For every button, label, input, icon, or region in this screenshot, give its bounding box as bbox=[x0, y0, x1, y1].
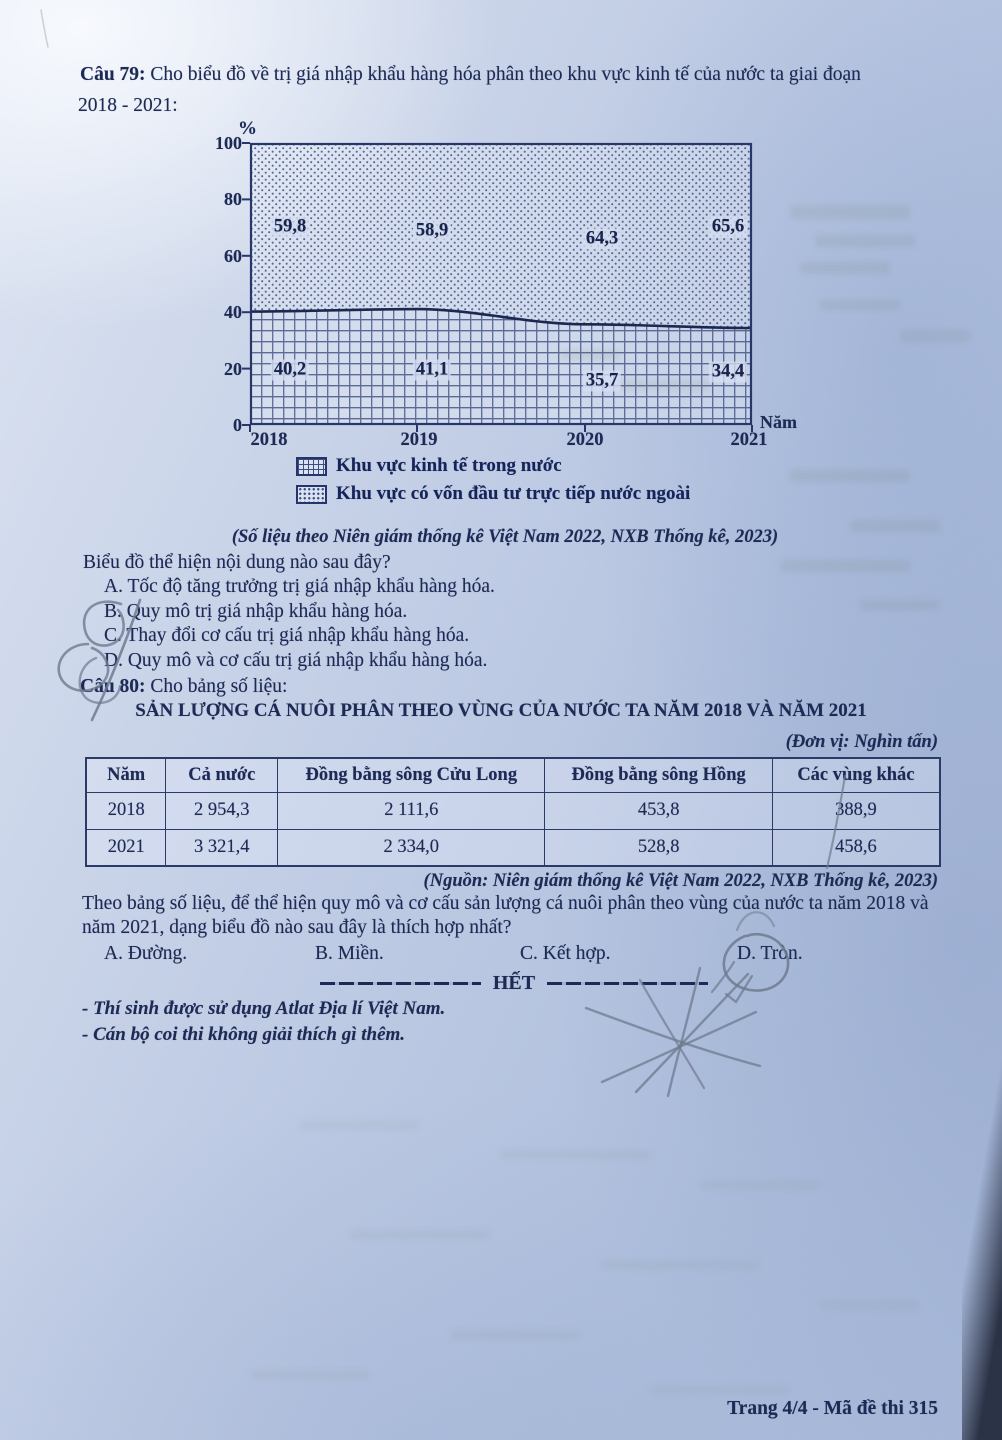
page-footer: Trang 4/4 - Mã đề thi 315 bbox=[727, 1398, 938, 1419]
note-atlat: - Thí sinh được sử dụng Atlat Địa lí Việt Nam. bbox=[82, 998, 446, 1019]
x-tick-label: 2021 bbox=[730, 430, 768, 450]
q79-stem: Biểu đồ thể hiện nội dung nào sau đây? bbox=[83, 552, 391, 573]
table-cell: 3 321,4 bbox=[166, 829, 278, 866]
q80-option: D. Tròn. bbox=[737, 943, 803, 964]
table-cell: 2 334,0 bbox=[278, 829, 545, 866]
domestic-share-label: 41,1 bbox=[413, 360, 451, 381]
bleed-smudge bbox=[600, 1260, 760, 1270]
domestic-share-label: 34,4 bbox=[709, 362, 747, 383]
table-header-row bbox=[86, 758, 940, 792]
q80-data-table bbox=[85, 757, 941, 867]
y-tick-label: 80 bbox=[224, 189, 242, 210]
table-cell: 528,8 bbox=[545, 829, 772, 866]
legend-row bbox=[296, 452, 690, 480]
domestic-share-label: 40,2 bbox=[271, 360, 309, 381]
q80-option: C. Kết hợp. bbox=[520, 943, 611, 964]
chart-legend bbox=[296, 452, 690, 508]
domestic-share-label: 35,7 bbox=[583, 371, 621, 392]
table-header-cell: Năm bbox=[86, 758, 166, 792]
bleed-smudge bbox=[780, 560, 910, 572]
q80-number: Câu 80: bbox=[80, 676, 146, 697]
q79-option: D. Quy mô và cơ cấu trị giá nhập khẩu hàng hóa. bbox=[104, 649, 488, 671]
q80-options bbox=[0, 942, 1002, 968]
grid-pattern-swatch bbox=[296, 457, 327, 476]
table-cell: 2 111,6 bbox=[278, 792, 545, 829]
x-tick-label: 2018 bbox=[250, 430, 288, 450]
q80-source: (Nguồn: Niên giám thống kê Việt Nam 2022, NXB Thống kê, 2023) bbox=[423, 871, 938, 891]
table-header-cell: Đồng bằng sông Cửu Long bbox=[278, 758, 545, 792]
bleed-smudge bbox=[860, 600, 940, 610]
q79-option: A. Tốc độ tăng trưởng trị giá nhập khẩu hàng hóa. bbox=[104, 576, 495, 597]
q80-option: B. Miền. bbox=[315, 943, 384, 964]
y-tick-label: 0 bbox=[233, 415, 242, 435]
fdi-share-label: 65,6 bbox=[709, 217, 747, 238]
y-tick-label: 20 bbox=[224, 358, 242, 379]
q79-option: C. Thay đổi cơ cấu trị giá nhập khẩu hàng hóa. bbox=[104, 625, 470, 646]
table-cell: 2021 bbox=[86, 829, 166, 866]
bleed-smudge bbox=[250, 1370, 370, 1380]
x-axis-unit-label: Năm bbox=[760, 412, 797, 432]
q79-number: Câu 79: bbox=[80, 64, 146, 85]
q79-source: (Số liệu theo Niên giám thống kê Việt Nam 2022, NXB Thống kê, 2023) bbox=[231, 527, 779, 547]
q79-question-line2: 2018 - 2021: bbox=[78, 95, 178, 116]
fdi-share-label: 59,8 bbox=[271, 217, 309, 238]
y-axis-unit-label: % bbox=[238, 118, 257, 139]
note-proctor: - Cán bộ coi thi không giải thích gì thêm. bbox=[82, 1024, 406, 1045]
table-cell: 453,8 bbox=[545, 792, 772, 829]
q79-option: B. Quy mô trị giá nhập khẩu hàng hóa. bbox=[104, 600, 408, 622]
stacked-area-chart-q79 bbox=[198, 118, 818, 463]
bleed-smudge bbox=[800, 262, 890, 274]
y-tick-label: 40 bbox=[224, 302, 242, 323]
exam-notes bbox=[82, 996, 445, 1048]
q80-heading bbox=[80, 674, 287, 699]
divider-dash-right bbox=[547, 982, 708, 985]
bleed-smudge bbox=[560, 350, 620, 360]
q79-options bbox=[104, 575, 495, 673]
bleed-smudge bbox=[450, 1330, 580, 1340]
x-tick-label: 2020 bbox=[566, 430, 604, 450]
table-cell: 388,9 bbox=[772, 792, 940, 829]
bleed-smudge bbox=[650, 1385, 790, 1395]
bleed-smudge bbox=[820, 1300, 920, 1310]
x-tick-label: 2019 bbox=[400, 430, 438, 450]
y-tick-label: 60 bbox=[224, 245, 242, 266]
bleed-smudge bbox=[620, 380, 710, 390]
q80-question: Theo bảng số liệu, để thể hiện quy mô và cơ cấu sản lượng cá nuôi phân theo vùng của nước ta năm 2018 và năm 2021, dạng biểu đồ nào sau đây là thích hợp nhất? bbox=[82, 893, 929, 938]
table-header-cell: Cả nước bbox=[166, 758, 278, 792]
q80-option: A. Đường. bbox=[104, 943, 188, 964]
bleed-smudge bbox=[790, 470, 910, 482]
dots-pattern-swatch bbox=[296, 485, 327, 504]
q80-intro: Cho bảng số liệu: bbox=[150, 676, 288, 697]
table-header-cell: Các vùng khác bbox=[772, 758, 940, 792]
bleed-smudge bbox=[350, 1230, 490, 1240]
bleed-smudge bbox=[500, 1150, 650, 1160]
table-cell: 2 954,3 bbox=[166, 792, 278, 829]
fdi-share-label: 64,3 bbox=[583, 229, 621, 250]
bleed-smudge bbox=[300, 1120, 420, 1130]
bleed-smudge bbox=[815, 235, 915, 247]
bleed-smudge bbox=[850, 520, 940, 532]
table-cell: 458,6 bbox=[772, 829, 940, 866]
legend-label: Khu vực có vốn đầu tư trực tiếp nước ngoài bbox=[336, 483, 691, 504]
q80-table-title: SẢN LƯỢNG CÁ NUÔI PHÂN THEO VÙNG CỦA NƯỚC TA NĂM 2018 VÀ NĂM 2021 bbox=[135, 700, 867, 721]
table-row bbox=[86, 829, 940, 866]
photo-shadow-edge bbox=[962, 1048, 1002, 1440]
table-header-cell: Đồng bằng sông Hồng bbox=[545, 758, 772, 792]
bleed-smudge bbox=[700, 1180, 820, 1190]
q80-unit: (Đơn vị: Nghìn tấn) bbox=[785, 732, 938, 752]
q79-question-line bbox=[80, 62, 960, 87]
bleed-smudge bbox=[820, 300, 900, 310]
bleed-smudge bbox=[900, 330, 970, 342]
q79-question-text: Cho biểu đồ về trị giá nhập khẩu hàng hóa phân theo khu vực kinh tế của nước ta giai đoạn bbox=[150, 64, 861, 85]
legend-label: Khu vực kinh tế trong nước bbox=[336, 455, 562, 476]
bleed-smudge bbox=[790, 205, 910, 219]
divider-dash-left bbox=[320, 982, 481, 985]
end-divider bbox=[320, 972, 708, 995]
table-row bbox=[86, 792, 940, 829]
end-label: HẾT bbox=[492, 972, 536, 994]
legend-row bbox=[296, 480, 690, 508]
fdi-share-label: 58,9 bbox=[413, 221, 451, 242]
table-cell: 2018 bbox=[86, 792, 166, 829]
y-tick-label: 100 bbox=[215, 133, 242, 153]
